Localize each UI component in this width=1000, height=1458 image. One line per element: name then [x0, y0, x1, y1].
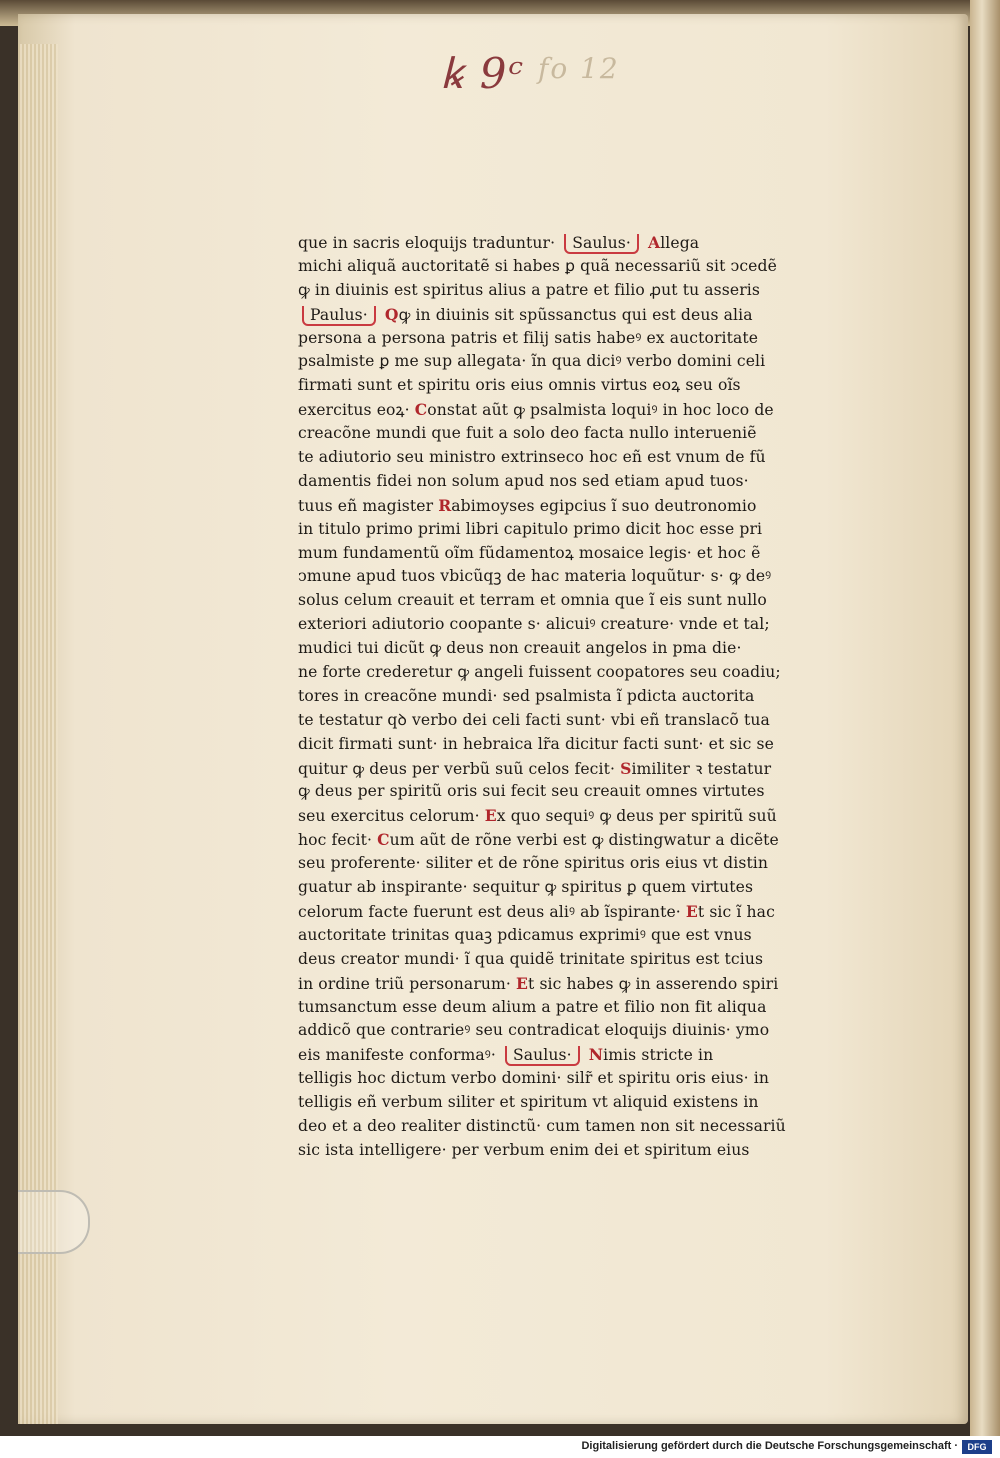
text-line: [298, 1091, 854, 1115]
text-segment: ↄmune apud tuos vbicũqꝫ de hac materia loquũtur· s· ꝙ deꝰ: [298, 567, 772, 586]
text-column: [298, 231, 854, 1163]
text-segment: te adiutorio seu ministro extrinseco hoc eñ est vnum de fũ: [298, 448, 766, 467]
text-segment: ne forte crederetur ꝙ angeli fuissent coopatores seu coadiu;: [298, 663, 781, 682]
text-line: [298, 661, 854, 685]
text-segment: telligis hoc dictum verbo domini· silr̃ et spiritu oris eius· in: [298, 1069, 769, 1088]
text-segment: seu proferente· siliter et de rõne spiritus oris eius vt distin: [298, 854, 769, 873]
text-line: [298, 685, 854, 709]
text-segment: tores in creacõne mundi· sed psalmista ĩ pdicta auctorita: [298, 686, 755, 705]
text-line: [298, 900, 854, 924]
text-line: [298, 589, 854, 613]
text-segment: dicit firmati sunt· in hebraica lr̃a dicitur facti sunt· et sic se: [298, 734, 774, 753]
text-segment: te testatur qꝺ verbo dei celi facti sunt· vbi eñ translacõ tua: [298, 710, 770, 729]
text-line: [298, 303, 854, 327]
rubricated-initial: E: [484, 806, 497, 826]
text-line: [298, 924, 854, 948]
funding-credit: Digitalisierung gefördert durch die Deutsche Forschungsgemeinschaft ·: [581, 1440, 958, 1452]
book-fore-edge: [970, 0, 1000, 1436]
rubricated-initial: E: [516, 973, 529, 993]
speaker-label: Saulus·: [564, 234, 639, 254]
rubricated-initial: Q: [384, 304, 399, 324]
text-segment: addicõ que contrarieꝰ seu contradicat eloquijs diuinis· ymo: [298, 1021, 770, 1040]
text-segment: ꝙ deus per spiritũ oris sui fecit seu creauit omnes virtutes: [298, 782, 765, 801]
rubricated-initial: E: [685, 901, 698, 921]
text-line: [298, 876, 854, 900]
text-line: [298, 1043, 854, 1067]
dfg-logo: DFG: [962, 1440, 992, 1454]
text-segment: sic ista intelligere· per verbum enim dei et spiritum eius: [298, 1140, 750, 1159]
text-segment: abimoyses egipcius ĩ suo deutronomio: [451, 496, 757, 515]
text-line: [298, 422, 854, 446]
text-line: [298, 374, 854, 398]
text-segment: deo et a deo realiter distinctũ· cum tamen non sit necessariũ: [298, 1116, 786, 1135]
text-line: [298, 852, 854, 876]
text-segment: guatur ab inspirante· sequitur ꝙ spiritus ꝑ quem virtutes: [298, 878, 754, 897]
text-segment: creacõne mundi que fuit a solo deo facta nullo interueniẽ: [298, 424, 757, 443]
rubricated-initial: S: [620, 758, 632, 778]
text-line: [298, 470, 854, 494]
rubricated-initial: C: [414, 400, 428, 420]
text-segment: auctoritate trinitas quaꝫ pdicamus exprimiꝰ que est vnus: [298, 925, 752, 944]
text-line: [298, 565, 854, 589]
text-segment: imiliter ꝛ testatur: [631, 759, 772, 778]
text-line: [298, 709, 854, 733]
text-segment: ꝙ in diuinis est spiritus alius a patre et filio ꝓut tu asseris: [298, 280, 760, 299]
text-segment: imis stricte in: [603, 1046, 714, 1065]
text-line: [298, 1067, 854, 1091]
text-segment: psalmiste ꝑ me sup allegata· ĩn qua diciꝰ verbo domini celi: [298, 352, 766, 371]
text-segment: exercitus eoꝝ·: [298, 401, 415, 420]
text-segment: seu exercitus celorum·: [298, 807, 485, 826]
text-line: [298, 637, 854, 661]
text-segment: hoc fecit·: [298, 831, 378, 850]
text-segment: solus celum creauit et terram et omnia que ĩ eis sunt nullo: [298, 591, 767, 610]
text-segment: telligis eñ verbum siliter et spiritum vt aliquid existens in: [298, 1093, 759, 1112]
text-line: [298, 948, 854, 972]
speaker-label: Saulus·: [505, 1046, 580, 1066]
text-segment: celorum facte fuerunt est deus aliꝰ ab ĩspirante·: [298, 902, 686, 921]
text-line: [298, 1115, 854, 1139]
text-line: [298, 350, 854, 374]
text-line: [298, 398, 854, 422]
speaker-label: Paulus·: [302, 306, 376, 326]
text-line: [298, 446, 854, 470]
text-segment: exteriori adiutorio coopante s· alicuiꝰ creature· vnde et tal;: [298, 615, 770, 634]
text-segment: in titulo primo primi libri capitulo primo dicit hoc esse pri: [298, 519, 763, 538]
rubricated-initial: C: [377, 830, 390, 850]
text-segment: in ordine triũ personarum·: [298, 974, 517, 993]
text-line: [298, 733, 854, 757]
rubricated-initial: A: [648, 233, 661, 252]
text-line: [298, 327, 854, 351]
footer-bar: [0, 1436, 1000, 1458]
text-segment: onstat aũt ꝙ psalmista loquiꝰ in hoc loco de: [427, 401, 774, 420]
text-line: [298, 996, 854, 1020]
text-line: [298, 518, 854, 542]
text-segment: t sic habes ꝙ in asserendo spiri: [528, 974, 779, 993]
text-segment: um aũt de rõne verbi est ꝙ distingwatur a dicẽte: [389, 831, 779, 850]
text-line: [298, 1139, 854, 1163]
text-segment: quitur ꝙ deus per verbũ suũ celos fecit·: [298, 759, 621, 778]
text-line: [298, 279, 854, 303]
text-segment: que in sacris eloquijs traduntur·: [298, 234, 561, 252]
text-segment: damentis fidei non solum apud nos sed etiam apud tuos·: [298, 471, 749, 490]
text-segment: ꝙ in diuinis sit spũssanctus qui est deus alia: [398, 305, 753, 324]
text-segment: x quo sequiꝰ ꝙ deus per spiritũ suũ: [496, 807, 777, 826]
text-line: [298, 231, 854, 255]
text-line: [298, 1019, 854, 1043]
folio-number: ꝃ 9ᶜ: [440, 49, 526, 98]
text-segment: t sic ĩ hac: [697, 902, 775, 921]
text-line: [298, 972, 854, 996]
text-line: [298, 542, 854, 566]
faint-folio-number: fo 12: [538, 52, 620, 85]
rubricated-initial: R: [438, 495, 452, 515]
text-segment: mum fundamentũ oĩm fũdamentoꝝ mosaice legis· et hoc ẽ: [298, 543, 761, 562]
text-segment: eis manifeste conformaꝰ·: [298, 1046, 501, 1065]
text-line: [298, 494, 854, 518]
text-segment: michi aliquã auctoritatẽ si habes ꝑ quã necessariũ sit ↄcedẽ: [298, 256, 777, 275]
text-line: [298, 255, 854, 279]
page-clip: [18, 1190, 90, 1254]
text-segment: persona a persona patris et filij satis habeꝰ ex auctoritate: [298, 328, 759, 347]
text-segment: deus creator mundi· ĩ qua quidẽ trinitate spiritus est tcius: [298, 949, 764, 968]
text-segment: mudici tui dicũt ꝙ deus non creauit angelos in pma die·: [298, 639, 742, 658]
text-segment: firmati sunt et spiritu oris eius omnis virtus eoꝝ seu oĩs: [298, 376, 741, 395]
text-line: [298, 780, 854, 804]
text-segment: tuus eñ magister: [298, 496, 439, 515]
text-segment: llega: [660, 234, 700, 252]
text-segment: tumsanctum esse deum alium a patre et filio non fit aliqua: [298, 997, 767, 1016]
text-line: [298, 613, 854, 637]
text-line: [298, 757, 854, 781]
text-line: [298, 804, 854, 828]
text-line: [298, 828, 854, 852]
rubricated-initial: N: [588, 1045, 604, 1065]
